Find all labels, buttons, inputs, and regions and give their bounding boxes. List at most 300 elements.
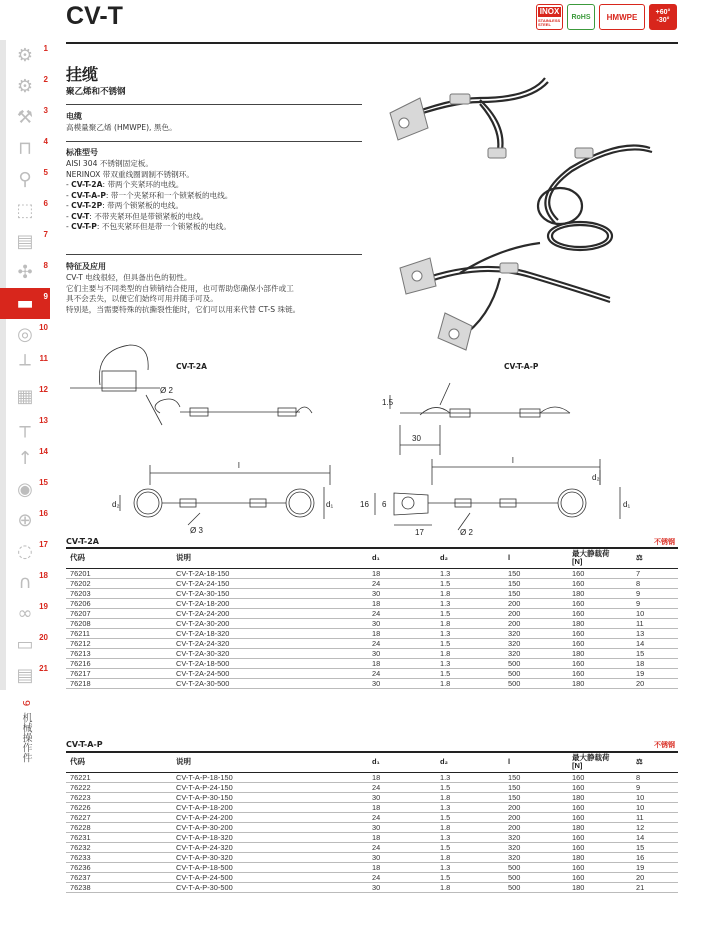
table-cell: 24 <box>368 668 436 678</box>
cable-heading: 电缆 <box>66 112 82 121</box>
header-rule <box>66 42 678 44</box>
table-cell: 76228 <box>66 822 172 832</box>
sidebar-item-17[interactable] <box>0 536 50 567</box>
table-cell: 24 <box>368 638 436 648</box>
table-cell: 1.5 <box>436 872 504 882</box>
table-cell: 9 <box>632 598 678 608</box>
sidebar-item-number: 1 <box>43 44 48 53</box>
table-cell: 24 <box>368 842 436 852</box>
table-cell: 18 <box>368 862 436 872</box>
table-cell: 160 <box>568 598 632 608</box>
table-cell: CV-T-2A-24-150 <box>172 578 368 588</box>
table-row <box>66 802 678 812</box>
chapter-icon: ◎ <box>17 324 33 345</box>
table-cell: 160 <box>568 658 632 668</box>
table-cell: 76222 <box>66 782 172 792</box>
table-cell: 76206 <box>66 598 172 608</box>
table-cell: 10 <box>632 792 678 802</box>
table-cell: 7 <box>632 568 678 578</box>
chapter-icon: ⊕ <box>17 510 33 531</box>
table-cell: 76201 <box>66 568 172 578</box>
sidebar-item-number: 5 <box>43 168 48 177</box>
table-cell: 180 <box>568 648 632 658</box>
svg-text:l: l <box>238 461 240 470</box>
table-cell: 1.5 <box>436 578 504 588</box>
table-cell: 76212 <box>66 638 172 648</box>
chapter-icon: ┴ <box>19 355 31 376</box>
table-cell: 30 <box>368 618 436 628</box>
table-cell: 30 <box>368 792 436 802</box>
page-title: CV-T <box>66 2 123 30</box>
table-cell: 1.8 <box>436 822 504 832</box>
sidebar-item-20[interactable] <box>0 629 50 660</box>
table-row <box>66 568 678 578</box>
table-row <box>66 608 678 618</box>
svg-text:d₁: d₁ <box>326 500 334 509</box>
chapter-sidebar <box>0 40 50 691</box>
table-row <box>66 792 678 802</box>
sidebar-item-18[interactable] <box>0 567 50 598</box>
sidebar-footer: 9 机械操作件 <box>20 700 31 763</box>
table-cell: 160 <box>568 668 632 678</box>
temperature-badge: +60° -30° <box>649 4 677 30</box>
chapter-icon: ◌ <box>17 541 33 562</box>
table-cell: 1.3 <box>436 832 504 842</box>
table-row <box>66 578 678 588</box>
table-cell: 76217 <box>66 668 172 678</box>
sidebar-item-15[interactable] <box>0 474 50 505</box>
table-cell: 150 <box>504 588 568 598</box>
table-cell: 19 <box>632 668 678 678</box>
table-cell: CV-T-A-P-18-500 <box>172 862 368 872</box>
table-cell: 1.5 <box>436 668 504 678</box>
table1-label: CV-T-2A <box>66 537 99 546</box>
table-cell: 16 <box>632 852 678 862</box>
table-cell: 30 <box>368 882 436 892</box>
table-cell: 76231 <box>66 832 172 842</box>
table-cell: 76232 <box>66 842 172 852</box>
table-cell: 30 <box>368 822 436 832</box>
table2-label: CV-T-A-P <box>66 740 103 749</box>
table-cell: CV-T-2A-18-320 <box>172 628 368 638</box>
rohs-badge: RoHS <box>567 4 595 30</box>
table-cell: 19 <box>632 862 678 872</box>
table-cell: 160 <box>568 638 632 648</box>
table-cell: 1.3 <box>436 568 504 578</box>
table-cell: 18 <box>368 628 436 638</box>
table-row <box>66 668 678 678</box>
table-cell: 24 <box>368 578 436 588</box>
sidebar-item-6[interactable] <box>0 195 50 226</box>
sidebar-item-number: 18 <box>39 571 48 580</box>
table-row <box>66 852 678 862</box>
table-cell: 18 <box>368 832 436 842</box>
table-cell: 1.5 <box>436 842 504 852</box>
table-cell: 1.5 <box>436 608 504 618</box>
table-cell: CV-T-A-P-18-150 <box>172 772 368 782</box>
table-header: 代码 说明 d₁ d₂ l 最大静载荷 [N] ⚖ <box>66 753 678 772</box>
product-photo <box>380 58 680 358</box>
table-cell: 76238 <box>66 882 172 892</box>
sidebar-item-4[interactable] <box>0 133 50 164</box>
table-cell: 76211 <box>66 628 172 638</box>
table-cell: CV-T-2A-24-200 <box>172 608 368 618</box>
sidebar-item-number: 11 <box>39 354 48 363</box>
svg-text:Ø 2: Ø 2 <box>160 386 173 395</box>
table-cell: 20 <box>632 678 678 688</box>
chapter-icon: ▤ <box>16 665 34 686</box>
table-cell: CV-T-2A-30-320 <box>172 648 368 658</box>
table-cell: 160 <box>568 772 632 782</box>
table-cell: 150 <box>504 782 568 792</box>
svg-text:d₂: d₂ <box>592 473 600 482</box>
table-row <box>66 772 678 782</box>
table-cell: CV-T-A-P-24-200 <box>172 812 368 822</box>
badge-row <box>536 4 677 30</box>
sidebar-item-number: 2 <box>43 75 48 84</box>
table-cell: 500 <box>504 668 568 678</box>
sidebar-item-9[interactable] <box>0 288 50 319</box>
table-row <box>66 822 678 832</box>
table-cell: CV-T-2A-30-500 <box>172 678 368 688</box>
table-cell: 1.3 <box>436 802 504 812</box>
table-cell: 76202 <box>66 578 172 588</box>
table-row <box>66 658 678 668</box>
table-cell: CV-T-2A-24-320 <box>172 638 368 648</box>
sidebar-item-number: 6 <box>43 199 48 208</box>
sidebar-item-5[interactable] <box>0 164 50 195</box>
table-cell: 160 <box>568 628 632 638</box>
chapter-icon: ↑ <box>17 448 33 469</box>
chapter-icon: ┬ <box>19 417 31 438</box>
table-cv-t-2a <box>66 549 678 689</box>
table-cell: 500 <box>504 882 568 892</box>
sidebar-item-number: 15 <box>39 478 48 487</box>
table-row <box>66 678 678 688</box>
svg-text:6: 6 <box>382 500 387 509</box>
sidebar-item-number: 16 <box>39 509 48 518</box>
table-row <box>66 648 678 658</box>
table-cell: 18 <box>368 598 436 608</box>
table-cell: 320 <box>504 842 568 852</box>
table-cell: 76213 <box>66 648 172 658</box>
table-cell: 160 <box>568 608 632 618</box>
sidebar-item-number: 19 <box>39 602 48 611</box>
svg-text:d₂: d₂ <box>112 500 120 509</box>
table-cell: 320 <box>504 648 568 658</box>
table-cell: 24 <box>368 782 436 792</box>
table-cell: 76203 <box>66 588 172 598</box>
table-cell: 180 <box>568 678 632 688</box>
svg-text:16: 16 <box>360 500 369 509</box>
sidebar-item-number: 8 <box>43 261 48 270</box>
table-cell: 320 <box>504 832 568 842</box>
svg-text:1.5: 1.5 <box>382 398 394 407</box>
table-cell: 18 <box>632 658 678 668</box>
table-cell: 160 <box>568 862 632 872</box>
table-cell: CV-T-2A-18-200 <box>172 598 368 608</box>
table-cell: 18 <box>368 802 436 812</box>
chapter-icon: ⚒ <box>16 107 34 128</box>
table-cell: CV-T-A-P-30-200 <box>172 822 368 832</box>
table-row <box>66 618 678 628</box>
table-cell: 180 <box>568 618 632 628</box>
table-cell: 200 <box>504 822 568 832</box>
divider <box>66 104 362 105</box>
table1-material: 不锈钢 <box>654 538 675 546</box>
table-cell: 200 <box>504 812 568 822</box>
table-cell: CV-T-A-P-24-500 <box>172 872 368 882</box>
product-title: 挂缆 <box>66 65 99 84</box>
hmwpe-badge: HMWPE <box>599 4 645 30</box>
chapter-icon: ▤ <box>16 231 34 252</box>
table-header: 代码 说明 d₁ d₂ l 最大静载荷 [N] ⚖ <box>66 549 678 568</box>
table-cell: 9 <box>632 588 678 598</box>
svg-text:Ø 2: Ø 2 <box>460 528 473 535</box>
table-cell: 18 <box>368 772 436 782</box>
table-cell: CV-T-2A-24-500 <box>172 668 368 678</box>
table-row <box>66 812 678 822</box>
sidebar-item-21[interactable] <box>0 660 50 691</box>
table-cell: 1.8 <box>436 588 504 598</box>
table-cell: 1.3 <box>436 772 504 782</box>
table-cell: 1.3 <box>436 598 504 608</box>
svg-text:Ø 3: Ø 3 <box>190 526 203 535</box>
table-cell: 12 <box>632 822 678 832</box>
features-text: CV-T 电线很轻，但具备出色的韧性。 它们主要与不同类型的自锁销结合使用，也可帮助您确保小部件或工 具不会丢失，以便它们始终可用并随手可及。 特别是，当需要特殊的抗撕裂性能时，它们可以用来代替 CT-S 珠链。 <box>66 273 301 314</box>
table-cell: 76233 <box>66 852 172 862</box>
table-cell: 30 <box>368 678 436 688</box>
table-cell: 76237 <box>66 872 172 882</box>
table-cell: 160 <box>568 568 632 578</box>
divider <box>66 254 362 255</box>
table-cell: 24 <box>368 812 436 822</box>
table-cell: 180 <box>568 588 632 598</box>
table-cell: 160 <box>568 802 632 812</box>
table-cell: 160 <box>568 872 632 882</box>
sidebar-item-2[interactable] <box>0 71 50 102</box>
table-cell: CV-T-2A-30-150 <box>172 588 368 598</box>
table-cell: 24 <box>368 608 436 618</box>
table-cell: 76223 <box>66 792 172 802</box>
table-cell: 320 <box>504 852 568 862</box>
chapter-icon: ▭ <box>16 634 34 655</box>
chapter-icon: ▬ <box>16 293 34 314</box>
sidebar-item-number: 13 <box>39 416 48 425</box>
table-cell: CV-T-A-P-24-150 <box>172 782 368 792</box>
table-row <box>66 638 678 648</box>
table-cell: 30 <box>368 648 436 658</box>
sidebar-item-11[interactable] <box>0 350 50 381</box>
sidebar-item-number: 20 <box>39 633 48 642</box>
table-cell: 10 <box>632 608 678 618</box>
table-cell: 76218 <box>66 678 172 688</box>
table-cell: 180 <box>568 882 632 892</box>
table-cell: 500 <box>504 862 568 872</box>
table-cell: CV-T-2A-18-150 <box>172 568 368 578</box>
table-cell: 30 <box>368 588 436 598</box>
chapter-icon: ◉ <box>17 479 33 500</box>
sidebar-item-number: 17 <box>39 540 48 549</box>
table-cv-t-a-p <box>66 753 678 893</box>
table2-material: 不锈钢 <box>654 741 675 749</box>
table-cell: 500 <box>504 658 568 668</box>
features-heading: 特征及应用 <box>66 262 106 271</box>
table-cell: 160 <box>568 832 632 842</box>
sidebar-item-1[interactable] <box>0 40 50 71</box>
chapter-icon: ⚙ <box>16 45 34 66</box>
table-cell: 150 <box>504 792 568 802</box>
sidebar-item-8[interactable] <box>0 257 50 288</box>
sidebar-item-number: 7 <box>43 230 48 239</box>
sidebar-item-16[interactable] <box>0 505 50 536</box>
sidebar-item-number: 12 <box>39 385 48 394</box>
table-cell: 30 <box>368 852 436 862</box>
table-cell: 500 <box>504 872 568 882</box>
technical-drawings <box>60 335 680 535</box>
table-cell: 160 <box>568 782 632 792</box>
sidebar-item-13[interactable] <box>0 412 50 443</box>
standard-heading: 标准型号 <box>66 148 98 157</box>
table-cell: 200 <box>504 802 568 812</box>
table-cell: 21 <box>632 882 678 892</box>
table-row <box>66 862 678 872</box>
table-cell: 150 <box>504 772 568 782</box>
table-cell: 160 <box>568 812 632 822</box>
table-cell: 15 <box>632 648 678 658</box>
chapter-icon: ⬚ <box>16 200 34 221</box>
table-cell: 1.8 <box>436 852 504 862</box>
svg-text:l: l <box>512 456 514 465</box>
chapter-icon: ⚙ <box>16 76 34 97</box>
table-cell: CV-T-A-P-18-200 <box>172 802 368 812</box>
drawing-title-left: CV-T-2A <box>176 362 207 371</box>
product-subtitle: 聚乙烯和不锈钢 <box>66 87 126 97</box>
table-cell: 18 <box>368 658 436 668</box>
svg-text:d₁: d₁ <box>623 500 631 509</box>
chapter-icon: ∞ <box>17 603 33 624</box>
sidebar-item-number: 4 <box>43 137 48 146</box>
table-cell: 14 <box>632 832 678 842</box>
table-cell: 8 <box>632 578 678 588</box>
chapter-icon: ▦ <box>16 386 34 407</box>
standard-text: AISI 304 不锈钢固定板。 NERINOX 带双重线圈调制不锈钢环。 - CV-T-2A: 带两个夹紧环的电线。 - CV-T-A-P: 带一个夹紧环和一个锁紧板的电线。 - CV-T-2P: 带两个锁紧板的电线。 - CV-T: 不带夹紧环但是带锁紧板的电线。 - CV-T-P: 不包夹紧环但是带一个锁紧板的电线。 <box>66 159 233 231</box>
sidebar-item-number: 9 <box>43 292 48 301</box>
svg-text:30: 30 <box>412 434 421 443</box>
table-row <box>66 782 678 792</box>
table-cell: 14 <box>632 638 678 648</box>
sidebar-item-10[interactable] <box>0 319 50 350</box>
chapter-icon: ⊓ <box>17 138 33 159</box>
sidebar-item-19[interactable] <box>0 598 50 629</box>
divider <box>66 141 362 142</box>
table-cell: 20 <box>632 872 678 882</box>
chapter-icon: ✣ <box>17 262 33 283</box>
table-cell: 1.5 <box>436 812 504 822</box>
table-cell: 180 <box>568 792 632 802</box>
table-row <box>66 872 678 882</box>
sidebar-item-12[interactable] <box>0 381 50 412</box>
table-row <box>66 842 678 852</box>
table-cell: 76226 <box>66 802 172 812</box>
table-cell: 15 <box>632 842 678 852</box>
table-row <box>66 588 678 598</box>
sidebar-item-14[interactable] <box>0 443 50 474</box>
table-cell: 1.5 <box>436 638 504 648</box>
table-row <box>66 628 678 638</box>
table-cell: 160 <box>568 842 632 852</box>
table-cell: 13 <box>632 628 678 638</box>
table-cell: 76236 <box>66 862 172 872</box>
table-cell: 1.8 <box>436 792 504 802</box>
table-cell: 10 <box>632 802 678 812</box>
table-cell: 320 <box>504 628 568 638</box>
table-cell: 180 <box>568 822 632 832</box>
table-cell: 76216 <box>66 658 172 668</box>
table-cell: CV-T-A-P-24-320 <box>172 842 368 852</box>
table-cell: CV-T-A-P-30-150 <box>172 792 368 802</box>
table-cell: 9 <box>632 782 678 792</box>
table-cell: CV-T-2A-30-200 <box>172 618 368 628</box>
table-cell: 1.8 <box>436 648 504 658</box>
table-cell: 76208 <box>66 618 172 628</box>
sidebar-item-number: 21 <box>39 664 48 673</box>
table-cell: CV-T-A-P-30-320 <box>172 852 368 862</box>
table-cell: 150 <box>504 568 568 578</box>
cable-text: 高模量聚乙烯 (HMWPE), 黑色。 <box>66 123 177 132</box>
table-cell: 200 <box>504 598 568 608</box>
table-cell: 160 <box>568 578 632 588</box>
table-cell: 1.3 <box>436 862 504 872</box>
table-cell: CV-T-A-P-18-320 <box>172 832 368 842</box>
table-cell: 180 <box>568 852 632 862</box>
table-cell: 150 <box>504 578 568 588</box>
drawing-title-right: CV-T-A-P <box>504 362 539 371</box>
table-cell: 1.3 <box>436 628 504 638</box>
sidebar-item-number: 14 <box>39 447 48 456</box>
table-cell: 11 <box>632 812 678 822</box>
table-row <box>66 832 678 842</box>
chapter-icon: ∩ <box>18 572 32 593</box>
table-cell: 1.8 <box>436 618 504 628</box>
table-row <box>66 598 678 608</box>
sidebar-item-number: 3 <box>43 106 48 115</box>
chapter-icon: ⚲ <box>18 169 32 190</box>
table-cell: 24 <box>368 872 436 882</box>
table-cell: 11 <box>632 618 678 628</box>
table-cell: 1.8 <box>436 678 504 688</box>
table-cell: 200 <box>504 618 568 628</box>
table-cell: 1.8 <box>436 882 504 892</box>
sidebar-item-7[interactable] <box>0 226 50 257</box>
table-cell: 76207 <box>66 608 172 618</box>
table-cell: 200 <box>504 608 568 618</box>
inox-badge: INOX STAINLESS STEEL <box>536 4 563 30</box>
sidebar-item-number: 10 <box>39 323 48 332</box>
table-cell: 1.5 <box>436 782 504 792</box>
svg-text:17: 17 <box>415 528 424 535</box>
sidebar-item-3[interactable] <box>0 102 50 133</box>
table-cell: 76227 <box>66 812 172 822</box>
table-cell: 320 <box>504 638 568 648</box>
table-cell: 500 <box>504 678 568 688</box>
table-cell: CV-T-A-P-30-500 <box>172 882 368 892</box>
table-cell: 8 <box>632 772 678 782</box>
table-cell: 18 <box>368 568 436 578</box>
table-cell: 1.3 <box>436 658 504 668</box>
table-row <box>66 882 678 892</box>
table-cell: CV-T-2A-18-500 <box>172 658 368 668</box>
